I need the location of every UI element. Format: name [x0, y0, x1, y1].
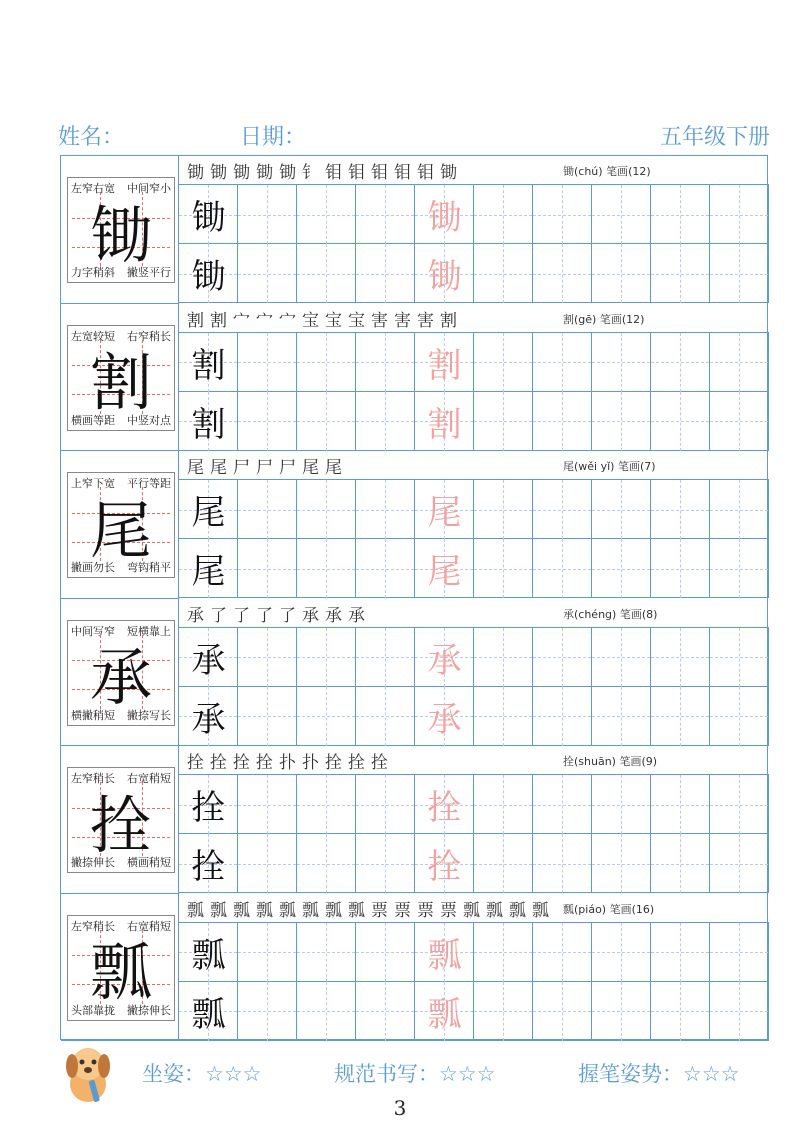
- grid-cell[interactable]: [179, 244, 238, 303]
- grid-cell[interactable]: [592, 834, 651, 893]
- model-character: 承: [89, 641, 152, 714]
- grid-cell[interactable]: [356, 923, 415, 982]
- grid-row: [179, 775, 769, 834]
- tip-panel: [61, 156, 179, 304]
- grid-cell[interactable]: [710, 775, 769, 834]
- example-character: 锄: [191, 198, 226, 238]
- example-character: 割: [191, 345, 226, 386]
- grid-row: [179, 834, 769, 893]
- grid-cell[interactable]: [297, 480, 356, 539]
- stroke-order-strip: [179, 304, 769, 333]
- stroke-order: 瓢瓢瓢瓢瓢瓢瓢瓢票票票票瓢瓢瓢瓢: [187, 900, 555, 921]
- grid-cell[interactable]: [179, 539, 238, 598]
- grid-cell[interactable]: [710, 333, 769, 392]
- grid-cell[interactable]: [238, 923, 297, 982]
- grid-cell[interactable]: [297, 834, 356, 893]
- model-character: 割: [89, 346, 152, 419]
- grid-cell[interactable]: [179, 392, 238, 451]
- grid-cell[interactable]: [533, 982, 592, 1041]
- tip-top-left: 中间写窄: [71, 624, 115, 638]
- grid-cell[interactable]: [415, 185, 474, 244]
- tip-bottom-left: 横画等距: [71, 413, 115, 427]
- grid-cell[interactable]: [474, 392, 533, 451]
- stroke-order: 拴拴拴拴扑扑拴拴拴: [187, 753, 394, 773]
- practice-grid: [179, 628, 769, 746]
- grid-cell[interactable]: [710, 185, 769, 244]
- grid-cell[interactable]: [592, 687, 651, 746]
- grid-cell[interactable]: [474, 687, 533, 746]
- grid-cell[interactable]: [238, 539, 297, 598]
- grid-cell[interactable]: [415, 834, 474, 893]
- grid-cell[interactable]: [238, 628, 297, 687]
- trace-character: 割: [427, 345, 462, 386]
- example-character: 瓢: [191, 994, 226, 1035]
- character-info: 承(chéng) 笔画(8): [563, 607, 658, 621]
- tip-box: [67, 472, 175, 578]
- model-character: 瓢: [89, 936, 152, 1009]
- grid-cell[interactable]: [297, 775, 356, 834]
- tip-top-left: 左窄稍长: [71, 919, 115, 933]
- grid-cell[interactable]: [533, 775, 592, 834]
- example-character: 尾: [191, 493, 226, 533]
- page-number: 3: [393, 1096, 407, 1120]
- writing-rating: 规范书写：☆☆☆: [334, 1062, 496, 1086]
- stroke-order: 割割宀宀宀宝宝宝害害害割: [187, 310, 463, 331]
- grid-cell[interactable]: [415, 775, 474, 834]
- tip-top-left: 左窄右宽: [71, 182, 115, 195]
- trace-character: 拴: [427, 788, 462, 828]
- tip-bottom-right: 撇竖平行: [127, 266, 171, 279]
- tip-bottom-right: 撇捺写长: [127, 708, 171, 722]
- trace-character: 割: [427, 404, 462, 445]
- grid-cell[interactable]: [179, 480, 238, 539]
- tip-bottom-left: 力字稍斜: [71, 266, 115, 279]
- grid-cell[interactable]: [238, 392, 297, 451]
- grid-cell[interactable]: [651, 628, 710, 687]
- grid-cell[interactable]: [297, 982, 356, 1041]
- example-character: 割: [191, 404, 226, 445]
- tip-box: [67, 177, 175, 283]
- grid-cell[interactable]: [297, 244, 356, 303]
- grid-cell[interactable]: [356, 834, 415, 893]
- grid-cell[interactable]: [415, 687, 474, 746]
- grid-cell[interactable]: [533, 480, 592, 539]
- trace-character: 瓢: [427, 935, 462, 976]
- grid-cell[interactable]: [179, 923, 238, 982]
- trace-character: 承: [427, 640, 462, 681]
- tip-bottom-left: 撇捺伸长: [71, 856, 115, 869]
- example-character: 瓢: [191, 935, 226, 976]
- tip-panel: [61, 304, 179, 452]
- example-character: 尾: [191, 552, 226, 592]
- grid-cell[interactable]: [238, 834, 297, 893]
- grid-cell[interactable]: [474, 775, 533, 834]
- grid-cell[interactable]: [356, 185, 415, 244]
- grip-rating: 握笔姿势：☆☆☆: [578, 1062, 740, 1086]
- grid-row: [179, 392, 769, 451]
- grid-cell[interactable]: [533, 185, 592, 244]
- tip-top-right: 平行等距: [127, 477, 171, 490]
- grid-cell[interactable]: [179, 687, 238, 746]
- grid-cell[interactable]: [474, 834, 533, 893]
- example-character: 锄: [191, 257, 226, 297]
- stroke-order: 尾尾尸尸尸尾尾: [187, 458, 348, 478]
- grid-cell[interactable]: [533, 628, 592, 687]
- character-info: 锄(chú) 笔画(12): [563, 165, 651, 178]
- grid-cell[interactable]: [651, 392, 710, 451]
- trace-character: 锄: [427, 198, 462, 238]
- tip-bottom-left: 头部靠拢: [71, 1003, 115, 1017]
- example-character: 拴: [191, 788, 226, 828]
- grid-cell[interactable]: [474, 185, 533, 244]
- grid-cell[interactable]: [297, 333, 356, 392]
- grid-row: [179, 687, 769, 746]
- grid-cell[interactable]: [356, 480, 415, 539]
- trace-character: 承: [427, 699, 462, 740]
- practice-grid: [179, 333, 769, 451]
- grid-cell[interactable]: [297, 539, 356, 598]
- grid-cell[interactable]: [533, 834, 592, 893]
- grid-row: [179, 244, 769, 303]
- trace-character: 拴: [427, 847, 462, 887]
- grid-cell[interactable]: [651, 834, 710, 893]
- grid-row: [179, 628, 769, 687]
- grid-cell[interactable]: [474, 539, 533, 598]
- stroke-order: 承了了了了承承承: [187, 605, 371, 626]
- grid-cell[interactable]: [179, 982, 238, 1041]
- grid-cell[interactable]: [356, 333, 415, 392]
- grid-cell[interactable]: [592, 392, 651, 451]
- tip-top-right: 短横靠上: [127, 624, 171, 638]
- grid-row: [179, 539, 769, 598]
- tip-top-left: 左宽较短: [71, 329, 115, 343]
- grid-row: [179, 982, 769, 1041]
- grid-cell[interactable]: [474, 333, 533, 392]
- character-block: [61, 746, 769, 894]
- character-info: 割(gē) 笔画(12): [563, 312, 645, 326]
- grid-cell[interactable]: [179, 834, 238, 893]
- example-character: 承: [191, 640, 226, 681]
- tip-bottom-right: 横画稍短: [127, 856, 171, 869]
- tip-bottom-left: 撇画勿长: [71, 561, 115, 574]
- grid-cell[interactable]: [533, 539, 592, 598]
- tip-top-left: 上窄下宽: [71, 477, 115, 490]
- grid-cell[interactable]: [533, 687, 592, 746]
- grid-cell[interactable]: [592, 923, 651, 982]
- tip-top-right: 右宽稍短: [127, 919, 171, 933]
- grid-cell[interactable]: [710, 834, 769, 893]
- grid-cell[interactable]: [710, 392, 769, 451]
- grid-cell[interactable]: [238, 333, 297, 392]
- tip-box: [67, 767, 175, 873]
- tip-top-left: 左窄稍长: [71, 772, 115, 785]
- character-block: [61, 451, 769, 599]
- grid-cell[interactable]: [533, 333, 592, 392]
- character-block: [61, 894, 769, 1042]
- grid-cell[interactable]: [710, 480, 769, 539]
- grid-cell[interactable]: [710, 539, 769, 598]
- tip-box: [67, 325, 175, 431]
- example-character: 承: [191, 699, 226, 740]
- grid-cell[interactable]: [533, 923, 592, 982]
- trace-character: 锄: [427, 257, 462, 297]
- grid-cell[interactable]: [533, 244, 592, 303]
- tip-top-right: 右宽稍短: [127, 772, 171, 785]
- grid-cell[interactable]: [356, 539, 415, 598]
- grid-cell[interactable]: [592, 185, 651, 244]
- tip-box: [67, 915, 175, 1021]
- grid-cell[interactable]: [179, 333, 238, 392]
- grid-row: [179, 480, 769, 539]
- tip-bottom-right: 撇捺伸长: [127, 1003, 171, 1017]
- grid-cell[interactable]: [415, 392, 474, 451]
- grid-cell[interactable]: [356, 244, 415, 303]
- trace-character: 尾: [427, 493, 462, 533]
- character-block: [61, 156, 769, 304]
- tip-bottom-right: 中竖对点: [127, 413, 171, 427]
- character-info: 瓢(piáo) 笔画(16): [563, 902, 655, 916]
- character-block: [61, 304, 769, 452]
- grid-cell[interactable]: [297, 628, 356, 687]
- stroke-order-strip: [179, 156, 769, 185]
- practice-grid: [179, 185, 769, 303]
- grid-cell[interactable]: [592, 480, 651, 539]
- grid-cell[interactable]: [415, 628, 474, 687]
- example-character: 拴: [191, 847, 226, 887]
- tip-panel: [61, 894, 179, 1042]
- grid-cell[interactable]: [651, 244, 710, 303]
- grid-cell[interactable]: [592, 539, 651, 598]
- grid-cell[interactable]: [592, 775, 651, 834]
- grid-cell[interactable]: [592, 982, 651, 1041]
- grid-cell[interactable]: [297, 392, 356, 451]
- practice-grid: [179, 775, 769, 893]
- grid-cell[interactable]: [651, 982, 710, 1041]
- grid-cell[interactable]: [356, 687, 415, 746]
- date-label: 日期：: [240, 125, 307, 150]
- tip-top-right: 右窄稍长: [127, 329, 171, 343]
- grid-cell[interactable]: [651, 775, 710, 834]
- grid-row: [179, 185, 769, 244]
- grid-cell[interactable]: [415, 480, 474, 539]
- trace-character: 瓢: [427, 994, 462, 1035]
- grid-cell[interactable]: [651, 539, 710, 598]
- stroke-order: 锄锄锄锄锄钅钼钼钼钼钼锄: [187, 163, 463, 183]
- grid-cell[interactable]: [297, 923, 356, 982]
- character-block: [61, 599, 769, 747]
- grid-cell[interactable]: [710, 982, 769, 1041]
- grid-cell[interactable]: [474, 480, 533, 539]
- grid-cell[interactable]: [474, 628, 533, 687]
- grade-label: 五年级下册: [659, 125, 770, 150]
- grid-cell[interactable]: [238, 244, 297, 303]
- practice-grid: [179, 923, 769, 1041]
- practice-sheet: [60, 155, 768, 1040]
- grid-cell[interactable]: [356, 982, 415, 1041]
- grid-cell[interactable]: [238, 687, 297, 746]
- stroke-order-strip: [179, 599, 769, 628]
- posture-rating: 坐姿：☆☆☆: [142, 1062, 262, 1086]
- grid-cell[interactable]: [415, 333, 474, 392]
- grid-row: [179, 923, 769, 982]
- grid-cell[interactable]: [592, 628, 651, 687]
- grid-cell[interactable]: [238, 185, 297, 244]
- grid-cell[interactable]: [415, 244, 474, 303]
- grid-cell[interactable]: [651, 923, 710, 982]
- practice-grid: [179, 480, 769, 598]
- tip-bottom-left: 横撇稍短: [71, 708, 115, 722]
- grid-cell[interactable]: [651, 687, 710, 746]
- model-character: 尾: [89, 493, 152, 567]
- grid-cell[interactable]: [474, 244, 533, 303]
- grid-cell[interactable]: [179, 628, 238, 687]
- grid-cell[interactable]: [710, 628, 769, 687]
- grid-cell[interactable]: [238, 480, 297, 539]
- grid-cell[interactable]: [415, 539, 474, 598]
- tip-panel: [61, 746, 179, 894]
- model-character: 锄: [89, 198, 152, 272]
- character-info: 拴(shuān) 笔画(9): [563, 755, 658, 768]
- tip-panel: [61, 599, 179, 747]
- grid-cell[interactable]: [710, 923, 769, 982]
- grid-cell[interactable]: [179, 185, 238, 244]
- grid-cell[interactable]: [356, 392, 415, 451]
- tip-panel: [61, 451, 179, 599]
- grid-cell[interactable]: [238, 982, 297, 1041]
- grid-cell[interactable]: [651, 333, 710, 392]
- name-label: 姓名：: [58, 125, 125, 150]
- grid-cell[interactable]: [356, 628, 415, 687]
- tip-bottom-right: 弯钩稍平: [127, 561, 171, 574]
- grid-cell[interactable]: [533, 392, 592, 451]
- grid-cell[interactable]: [710, 244, 769, 303]
- grid-cell[interactable]: [297, 185, 356, 244]
- grid-row: [179, 333, 769, 392]
- tip-box: [67, 620, 175, 726]
- character-info: 尾(wěi yǐ) 笔画(7): [563, 460, 656, 473]
- grid-cell[interactable]: [651, 480, 710, 539]
- grid-cell[interactable]: [415, 982, 474, 1041]
- grid-cell[interactable]: [592, 333, 651, 392]
- stroke-order-strip: [179, 746, 769, 775]
- grid-cell[interactable]: [179, 775, 238, 834]
- stroke-order-strip: [179, 451, 769, 480]
- trace-character: 尾: [427, 552, 462, 592]
- grid-cell[interactable]: [592, 244, 651, 303]
- grid-cell[interactable]: [474, 923, 533, 982]
- model-character: 拴: [89, 788, 152, 862]
- grid-cell[interactable]: [710, 687, 769, 746]
- grid-cell[interactable]: [238, 775, 297, 834]
- grid-cell[interactable]: [297, 687, 356, 746]
- stroke-order-strip: [179, 894, 769, 923]
- tip-top-right: 中间窄小: [127, 182, 171, 195]
- grid-cell[interactable]: [415, 923, 474, 982]
- grid-cell[interactable]: [474, 982, 533, 1041]
- grid-cell[interactable]: [356, 775, 415, 834]
- grid-cell[interactable]: [651, 185, 710, 244]
